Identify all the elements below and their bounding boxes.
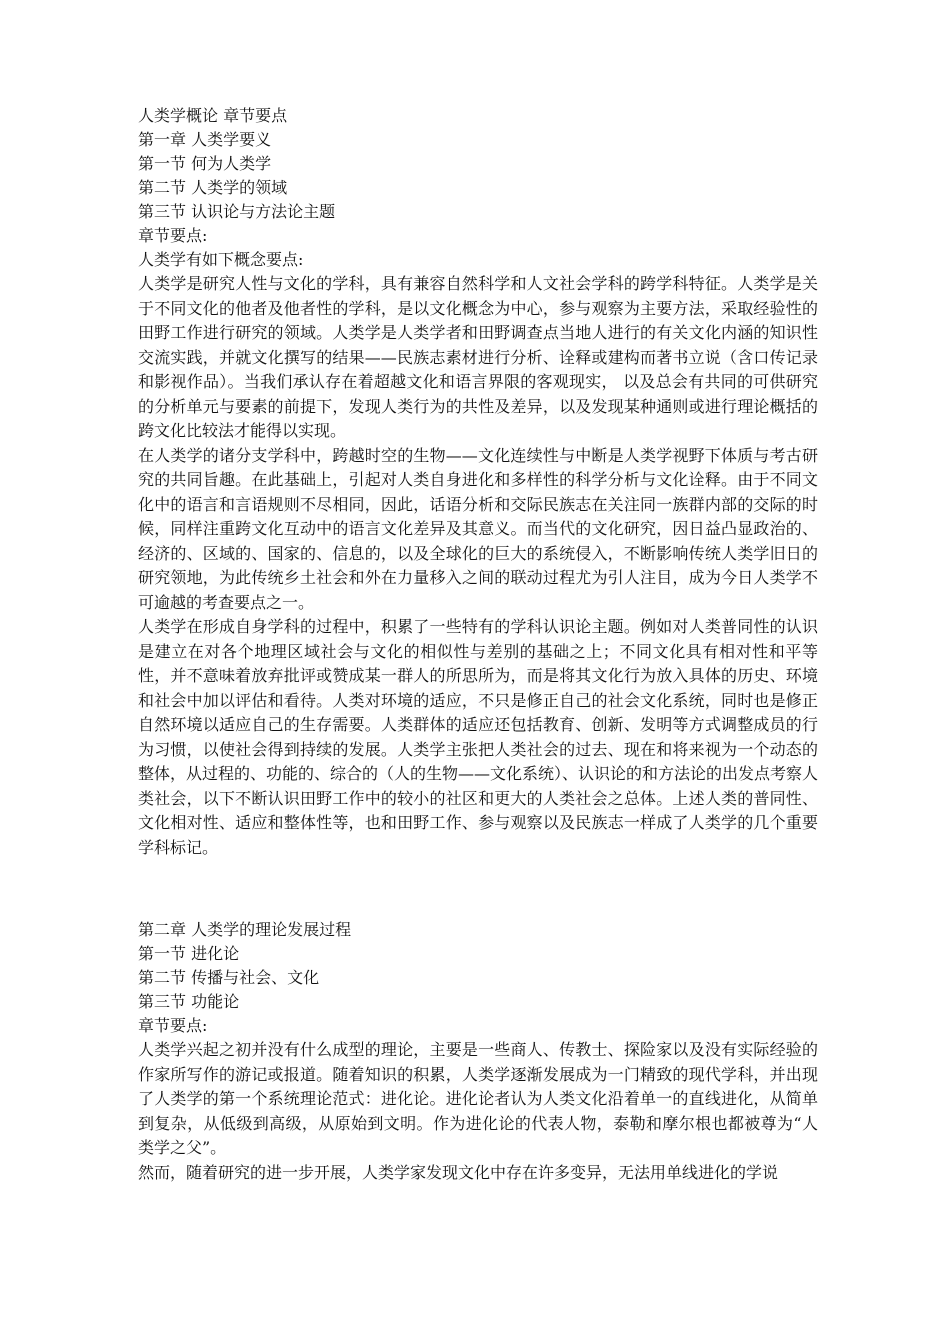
chapter-1-section-1: 第一节 何为人类学 bbox=[138, 154, 272, 173]
document-page bbox=[138, 104, 818, 1185]
chapter-1-paragraph-2: 在人类学的诸分支学科中，跨越时空的生物——文化连续性与中断是人类学视野下体质与考古研究的共同旨趣。在此基础上，引起对人类自身进化和多样性的科学分析与文化诠释。由于不同文化中的语言和言语规则不尽相同，因此，话语分析和交际民族志在关注同一族群内部的交际的时候，同样注重跨文化互动中的语言文化差异及其意义。而当代的文化研究，因日益凸显政治的、经济的、区域的、国家的、信息的，以及全球化的巨大的系统侵入，不断影响传统人类学旧日的研究领地，为此传统乡土社会和外在力量移入之间的联动过程尤为引人注目，成为今日人类学不可逾越的考查要点之一。 bbox=[138, 445, 818, 612]
chapter-2-section-3: 第三节 功能论 bbox=[138, 992, 240, 1011]
chapter-1-intro-line: 人类学有如下概念要点: bbox=[138, 250, 304, 269]
chapter-2-section-1: 第一节 进化论 bbox=[138, 944, 240, 963]
chapter-gap bbox=[138, 860, 818, 918]
chapter-1-key-points-label: 章节要点: bbox=[138, 226, 208, 245]
chapter-1-paragraph-1: 人类学是研究人性与文化的学科，具有兼容自然科学和人文社会学科的跨学科特征。人类学是关于不同文化的他者及他者性的学科，是以文化概念为中心，参与观察为主要方法，采取经验性的田野工作进行研究的领域。人类学是人类学者和田野调查点当地人进行的有关文化内涵的知识性交流实践，并就文化撰写的结果——民族志素材进行分析、诠释或建构而著书立说（含口传记录和影视作品）。当我们承认存在着超越文化和语言界限的客观现实， 以及总会有共同的可供研究的分析单元与要素的前提下，发现人类行为的共性及差异，以及发现某种通则或进行理论概括的跨文化比较法才能得以实现。 bbox=[138, 274, 818, 440]
chapter-1-section-2: 第二节 人类学的领域 bbox=[138, 178, 288, 197]
chapter-2-paragraph-1: 人类学兴起之初并没有什么成型的理论，主要是一些商人、传教士、探险家以及没有实际经验的作家所写作的游记或报道。随着知识的积累，人类学逐渐发展成为一门精致的现代学科，并出现了人类学的第一个系统理论范式：进化论。进化论者认为人类文化沿着单一的直线进化，从简单到复杂，从低级到高级，从原始到文明。作为进化论的代表人物，泰勒和摩尔根也都被尊为“人类学之父”。 bbox=[138, 1040, 818, 1157]
chapter-1-section-3: 第三节 认识论与方法论主题 bbox=[138, 202, 336, 221]
chapter-1-heading: 第一章 人类学要义 bbox=[138, 130, 272, 149]
chapter-2-paragraph-2: 然而，随着研究的进一步开展，人类学家发现文化中存在许多变异，无法用单线进化的学说 bbox=[138, 1162, 779, 1182]
document-title: 人类学概论 章节要点 bbox=[138, 106, 288, 125]
chapter-2-section-2: 第二节 传播与社会、文化 bbox=[138, 968, 320, 987]
chapter-2-heading: 第二章 人类学的理论发展过程 bbox=[138, 920, 352, 939]
chapter-1-paragraph-3: 人类学在形成自身学科的过程中，积累了一些特有的学科认识论主题。例如对人类普同性的认识是建立在对各个地理区域社会与文化的相似性与差别的基础之上；不同文化具有相对性和平等性，并不意味着放弃批评或赞成某一群人的所思所为，而是将其文化行为放入具体的历史、环境和社会中加以评估和看待。人类对环境的适应，不只是修正自己的社会文化系统，同时也是修正自然环境以适应自己的生存需要。人类群体的适应还包括教育、创新、发明等方式调整成员的行为习惯，以使社会得到持续的发展。人类学主张把人类社会的过去、现在和将来视为一个动态的整体，从过程的、功能的、综合的（人的生物——文化系统）、认识论的和方法论的出发点考察人类社会，以下不断认识田野工作中的较小的社区和更大的人类社会之总体。上述人类的普同性、文化相对性、适应和整体性等，也和田野工作、参与观察以及民族志一样成了人类学的几个重要学科标记。 bbox=[138, 617, 819, 857]
chapter-2-key-points-label: 章节要点: bbox=[138, 1016, 208, 1035]
